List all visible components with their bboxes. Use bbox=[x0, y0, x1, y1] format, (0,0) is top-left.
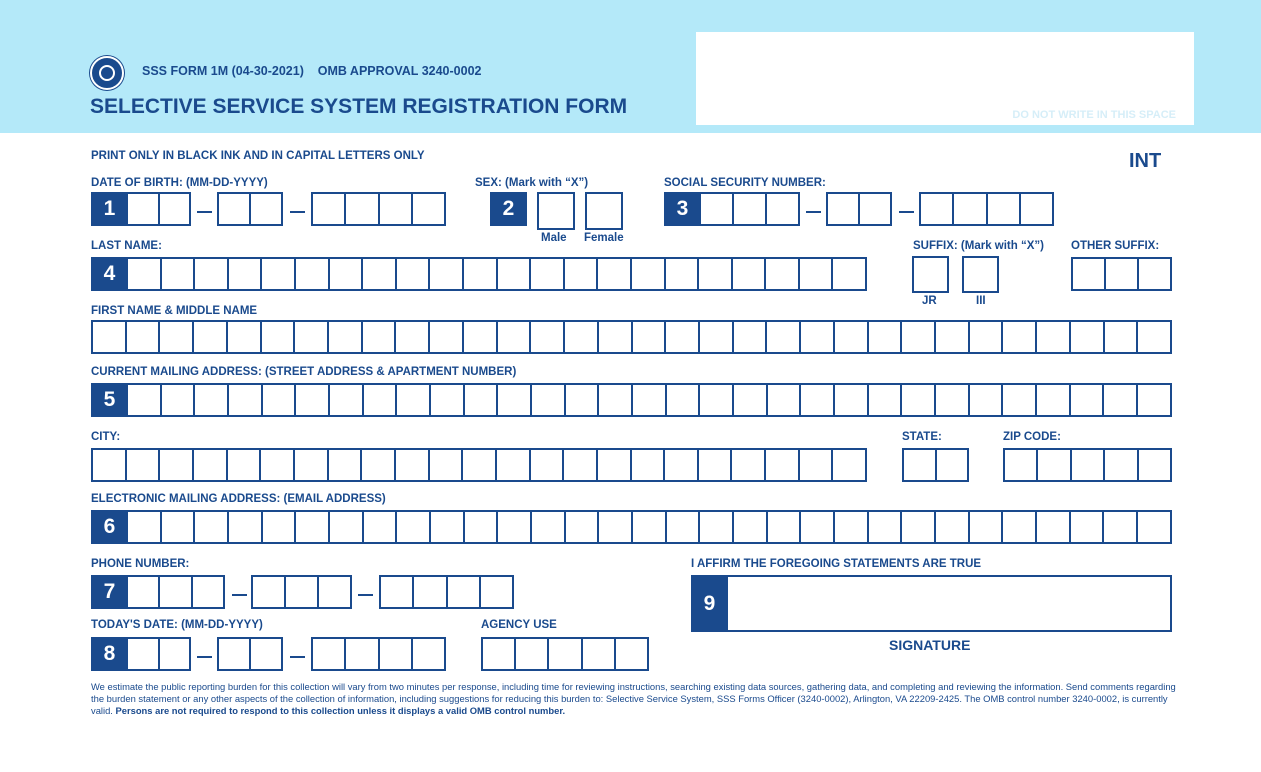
character-cell bbox=[514, 639, 547, 669]
dash-separator bbox=[197, 211, 212, 213]
character-cell[interactable] bbox=[496, 385, 530, 415]
dob-label: DATE OF BIRTH: (MM-DD-YYYY) bbox=[91, 177, 268, 189]
character-cell[interactable] bbox=[1035, 385, 1069, 415]
character-cell[interactable] bbox=[496, 322, 530, 352]
character-cell[interactable] bbox=[160, 512, 194, 542]
character-cell[interactable] bbox=[904, 450, 935, 480]
character-cell[interactable] bbox=[495, 450, 529, 480]
character-cell[interactable] bbox=[226, 450, 260, 480]
character-cell[interactable] bbox=[765, 322, 799, 352]
character-cell[interactable] bbox=[631, 385, 665, 415]
character-cell[interactable] bbox=[381, 577, 412, 607]
character-cell[interactable] bbox=[968, 385, 1002, 415]
field-number-3: 3 bbox=[664, 192, 701, 226]
character-cell[interactable] bbox=[831, 259, 865, 289]
character-cell[interactable] bbox=[361, 259, 395, 289]
character-cell[interactable] bbox=[293, 322, 327, 352]
character-cell[interactable] bbox=[128, 259, 160, 289]
email-input[interactable] bbox=[126, 510, 1172, 544]
character-cell[interactable] bbox=[597, 385, 631, 415]
field-number-4: 4 bbox=[91, 257, 128, 291]
character-cell[interactable] bbox=[867, 512, 901, 542]
dob-day-input[interactable] bbox=[217, 192, 283, 226]
sex-male-label: Male bbox=[541, 232, 567, 244]
other-suffix-label: OTHER SUFFIX: bbox=[1071, 240, 1160, 252]
dash-separator bbox=[197, 656, 212, 658]
address-input[interactable] bbox=[126, 383, 1172, 417]
signature-input[interactable] bbox=[726, 575, 1172, 632]
character-cell[interactable] bbox=[1104, 259, 1137, 289]
character-cell[interactable] bbox=[496, 259, 530, 289]
sss-seal-icon bbox=[90, 56, 124, 90]
character-cell[interactable] bbox=[395, 512, 429, 542]
sex-female-label: Female bbox=[584, 232, 624, 244]
character-cell[interactable] bbox=[831, 450, 865, 480]
character-cell[interactable] bbox=[496, 512, 530, 542]
character-cell[interactable] bbox=[664, 259, 698, 289]
character-cell[interactable] bbox=[429, 512, 463, 542]
character-cell[interactable] bbox=[429, 385, 463, 415]
character-cell[interactable] bbox=[128, 577, 158, 607]
character-cell[interactable] bbox=[631, 322, 665, 352]
character-cell[interactable] bbox=[1102, 512, 1136, 542]
character-cell[interactable] bbox=[1070, 450, 1103, 480]
character-cell[interactable] bbox=[828, 194, 858, 224]
character-cell[interactable] bbox=[219, 194, 249, 224]
character-cell[interactable] bbox=[125, 450, 159, 480]
signature-label: SIGNATURE bbox=[889, 637, 971, 653]
office-use-note: DO NOT WRITE IN THIS SPACE bbox=[1012, 109, 1176, 121]
character-cell[interactable] bbox=[934, 385, 968, 415]
character-cell[interactable] bbox=[294, 385, 328, 415]
character-cell bbox=[547, 639, 580, 669]
character-cell[interactable] bbox=[1137, 450, 1170, 480]
character-cell[interactable] bbox=[968, 322, 1002, 352]
other-suffix-input[interactable] bbox=[1071, 257, 1172, 291]
character-cell[interactable] bbox=[986, 194, 1019, 224]
character-cell[interactable] bbox=[259, 450, 293, 480]
character-cell[interactable] bbox=[411, 194, 444, 224]
sex-male-checkbox[interactable] bbox=[537, 192, 575, 230]
character-cell[interactable] bbox=[193, 385, 227, 415]
character-cell[interactable] bbox=[317, 577, 350, 607]
form-header bbox=[0, 0, 1261, 133]
character-cell[interactable] bbox=[631, 512, 665, 542]
character-cell[interactable] bbox=[249, 194, 281, 224]
character-cell[interactable] bbox=[833, 322, 867, 352]
character-cell[interactable] bbox=[799, 385, 833, 415]
character-cell[interactable] bbox=[732, 512, 766, 542]
todays-date-label: TODAY'S DATE: (MM-DD-YYYY) bbox=[91, 619, 263, 631]
dob-month-input[interactable] bbox=[126, 192, 191, 226]
field-number-6: 6 bbox=[91, 510, 128, 544]
ssn-part3-input[interactable] bbox=[919, 192, 1054, 226]
form-title: SELECTIVE SERVICE SYSTEM REGISTRATION FORM bbox=[90, 95, 628, 118]
character-cell[interactable] bbox=[158, 577, 190, 607]
suffix-iii-label: III bbox=[976, 295, 986, 307]
character-cell[interactable] bbox=[125, 322, 159, 352]
burden-statement-bold: Persons are not required to respond to this collection unless it displays a valid OMB control number. bbox=[115, 705, 566, 716]
character-cell[interactable] bbox=[328, 385, 362, 415]
character-cell[interactable] bbox=[313, 194, 344, 224]
character-cell[interactable] bbox=[833, 512, 867, 542]
character-cell[interactable] bbox=[764, 450, 798, 480]
character-cell[interactable] bbox=[158, 639, 190, 669]
character-cell[interactable] bbox=[294, 512, 328, 542]
phone-prefix-input[interactable] bbox=[251, 575, 352, 609]
character-cell[interactable] bbox=[766, 385, 800, 415]
field-number-1: 1 bbox=[91, 192, 128, 226]
character-cell[interactable] bbox=[1069, 322, 1103, 352]
character-cell[interactable] bbox=[530, 385, 564, 415]
character-cell[interactable] bbox=[1136, 512, 1170, 542]
character-cell[interactable] bbox=[395, 385, 429, 415]
character-cell[interactable] bbox=[227, 512, 261, 542]
todays-year-input[interactable] bbox=[311, 637, 446, 671]
burden-statement bbox=[91, 681, 1176, 717]
instructions: PRINT ONLY IN BLACK INK AND IN CAPITAL LETTERS ONLY bbox=[91, 150, 425, 162]
character-cell[interactable] bbox=[1005, 450, 1036, 480]
character-cell[interactable] bbox=[934, 512, 968, 542]
character-cell[interactable] bbox=[227, 385, 261, 415]
character-cell[interactable] bbox=[462, 259, 496, 289]
agency-use-label: AGENCY USE bbox=[481, 619, 557, 631]
phone-area-input[interactable] bbox=[126, 575, 225, 609]
character-cell[interactable] bbox=[193, 512, 227, 542]
character-cell[interactable] bbox=[463, 512, 497, 542]
character-cell[interactable] bbox=[1136, 322, 1170, 352]
character-cell[interactable] bbox=[428, 322, 462, 352]
character-cell[interactable] bbox=[428, 450, 462, 480]
city-input[interactable] bbox=[91, 448, 867, 482]
character-cell[interactable] bbox=[1069, 512, 1103, 542]
email-label: ELECTRONIC MAILING ADDRESS: (EMAIL ADDRESS) bbox=[91, 493, 386, 505]
field-number-2: 2 bbox=[490, 192, 527, 226]
character-cell[interactable] bbox=[362, 512, 396, 542]
character-cell[interactable] bbox=[858, 194, 890, 224]
character-cell[interactable] bbox=[698, 322, 732, 352]
ssn-part2-input[interactable] bbox=[826, 192, 892, 226]
character-cell[interactable] bbox=[798, 259, 832, 289]
character-cell[interactable] bbox=[764, 259, 798, 289]
character-cell[interactable] bbox=[1103, 450, 1136, 480]
character-cell[interactable] bbox=[93, 450, 125, 480]
character-cell[interactable] bbox=[732, 385, 766, 415]
character-cell[interactable] bbox=[900, 512, 934, 542]
dash-separator bbox=[232, 594, 247, 596]
character-cell[interactable] bbox=[563, 322, 597, 352]
character-cell[interactable] bbox=[158, 194, 190, 224]
character-cell[interactable] bbox=[665, 385, 699, 415]
character-cell[interactable] bbox=[128, 512, 160, 542]
character-cell[interactable] bbox=[799, 512, 833, 542]
character-cell[interactable] bbox=[160, 259, 194, 289]
state-label: STATE: bbox=[902, 431, 942, 443]
character-cell[interactable] bbox=[698, 385, 732, 415]
character-cell[interactable] bbox=[935, 450, 968, 480]
character-cell[interactable] bbox=[411, 639, 444, 669]
character-cell[interactable] bbox=[191, 577, 223, 607]
character-cell[interactable] bbox=[867, 322, 901, 352]
character-cell[interactable] bbox=[1035, 322, 1069, 352]
character-cell[interactable] bbox=[664, 322, 698, 352]
character-cell[interactable] bbox=[284, 577, 317, 607]
character-cell[interactable] bbox=[766, 512, 800, 542]
phone-line-input[interactable] bbox=[379, 575, 514, 609]
character-cell[interactable] bbox=[798, 450, 832, 480]
character-cell[interactable] bbox=[1136, 385, 1170, 415]
character-cell[interactable] bbox=[934, 322, 968, 352]
character-cell[interactable] bbox=[395, 259, 429, 289]
dash-separator bbox=[290, 656, 305, 658]
character-cell[interactable] bbox=[630, 259, 664, 289]
character-cell[interactable] bbox=[344, 194, 377, 224]
character-cell[interactable] bbox=[732, 194, 765, 224]
character-cell[interactable] bbox=[428, 259, 462, 289]
character-cell[interactable] bbox=[765, 194, 798, 224]
character-cell[interactable] bbox=[697, 450, 731, 480]
character-cell[interactable] bbox=[529, 259, 563, 289]
character-cell[interactable] bbox=[293, 450, 327, 480]
state-input[interactable] bbox=[902, 448, 969, 482]
dob-year-input[interactable] bbox=[311, 192, 446, 226]
office-use-area bbox=[696, 32, 1194, 125]
character-cell[interactable] bbox=[328, 512, 362, 542]
character-cell[interactable] bbox=[952, 194, 985, 224]
character-cell[interactable] bbox=[1036, 450, 1069, 480]
character-cell[interactable] bbox=[219, 639, 249, 669]
character-cell[interactable] bbox=[128, 385, 160, 415]
character-cell[interactable] bbox=[362, 385, 396, 415]
character-cell[interactable] bbox=[597, 322, 631, 352]
form-number: SSS FORM 1M (04-30-2021) OMB APPROVAL 3240-0002 bbox=[142, 64, 482, 78]
character-cell[interactable] bbox=[253, 577, 284, 607]
character-cell[interactable] bbox=[867, 385, 901, 415]
character-cell[interactable] bbox=[160, 385, 194, 415]
character-cell[interactable] bbox=[529, 450, 563, 480]
city-label: CITY: bbox=[91, 431, 121, 443]
character-cell[interactable] bbox=[394, 450, 428, 480]
character-cell[interactable] bbox=[327, 322, 361, 352]
character-cell[interactable] bbox=[730, 450, 764, 480]
dash-separator bbox=[899, 211, 914, 213]
character-cell[interactable] bbox=[158, 322, 192, 352]
character-cell[interactable] bbox=[562, 450, 596, 480]
character-cell[interactable] bbox=[378, 639, 411, 669]
character-cell[interactable] bbox=[1103, 322, 1137, 352]
character-cell[interactable] bbox=[732, 322, 766, 352]
character-cell[interactable] bbox=[463, 385, 497, 415]
character-cell[interactable] bbox=[1001, 512, 1035, 542]
character-cell[interactable] bbox=[158, 450, 192, 480]
character-cell[interactable] bbox=[698, 512, 732, 542]
character-cell[interactable] bbox=[731, 259, 765, 289]
field-number-9: 9 bbox=[691, 575, 728, 632]
character-cell[interactable] bbox=[564, 512, 598, 542]
character-cell[interactable] bbox=[921, 194, 952, 224]
character-cell[interactable] bbox=[313, 639, 344, 669]
character-cell[interactable] bbox=[833, 385, 867, 415]
last-name-label: LAST NAME: bbox=[91, 240, 162, 252]
suffix-iii-checkbox[interactable] bbox=[962, 256, 999, 293]
character-cell[interactable] bbox=[1001, 322, 1035, 352]
zip-input[interactable] bbox=[1003, 448, 1172, 482]
ssn-part1-input[interactable] bbox=[699, 192, 800, 226]
dash-separator bbox=[806, 211, 821, 213]
character-cell[interactable] bbox=[479, 577, 512, 607]
first-middle-label: FIRST NAME & MIDDLE NAME bbox=[91, 305, 258, 317]
dash-separator bbox=[290, 211, 305, 213]
character-cell[interactable] bbox=[968, 512, 1002, 542]
character-cell[interactable] bbox=[249, 639, 281, 669]
character-cell[interactable] bbox=[446, 577, 479, 607]
burden-statement-text: We estimate the public reporting burden for this collection will vary from two minutes per response, including time for reviewing instructions, searching existing data sources, gathering data, and completing and reviewing the information. Send comments regarding the burden statement or any other aspects of the collection of information, including suggestions for reducing this burden to: Selective Service System, SSS Forms Officer (3240-0002), Arlington, VA 22209-2425. The OMB control number 3240-0002, is currently valid. bbox=[91, 681, 1176, 716]
suffix-jr-checkbox[interactable] bbox=[912, 256, 949, 293]
character-cell[interactable] bbox=[328, 259, 362, 289]
dash-separator bbox=[358, 594, 373, 596]
character-cell bbox=[483, 639, 514, 669]
character-cell[interactable] bbox=[394, 322, 428, 352]
character-cell[interactable] bbox=[128, 639, 158, 669]
character-cell[interactable] bbox=[192, 322, 226, 352]
character-cell[interactable] bbox=[900, 322, 934, 352]
character-cell[interactable] bbox=[260, 259, 294, 289]
first-middle-name-input[interactable] bbox=[91, 320, 1172, 354]
character-cell[interactable] bbox=[564, 385, 598, 415]
suffix-label: SUFFIX: (Mark with “X”) bbox=[913, 240, 1044, 252]
character-cell[interactable] bbox=[630, 450, 664, 480]
character-cell[interactable] bbox=[1137, 259, 1170, 289]
character-cell[interactable] bbox=[697, 259, 731, 289]
sex-label: SEX: (Mark with “X”) bbox=[475, 177, 589, 189]
character-cell[interactable] bbox=[360, 450, 394, 480]
character-cell[interactable] bbox=[530, 512, 564, 542]
character-cell[interactable] bbox=[563, 259, 597, 289]
corner-code: INT bbox=[1129, 150, 1162, 172]
character-cell[interactable] bbox=[1073, 259, 1104, 289]
character-cell[interactable] bbox=[596, 450, 630, 480]
character-cell[interactable] bbox=[529, 322, 563, 352]
character-cell[interactable] bbox=[128, 194, 158, 224]
sex-female-checkbox[interactable] bbox=[585, 192, 623, 230]
affirm-label: I AFFIRM THE FOREGOING STATEMENTS ARE TRUE bbox=[691, 558, 982, 570]
character-cell[interactable] bbox=[294, 259, 328, 289]
character-cell[interactable] bbox=[227, 259, 261, 289]
field-number-7: 7 bbox=[91, 575, 128, 609]
character-cell[interactable] bbox=[1102, 385, 1136, 415]
field-number-8: 8 bbox=[91, 637, 128, 671]
phone-label: PHONE NUMBER: bbox=[91, 558, 190, 570]
character-cell[interactable] bbox=[361, 322, 395, 352]
character-cell[interactable] bbox=[193, 259, 227, 289]
agency-use-input bbox=[481, 637, 649, 671]
character-cell[interactable] bbox=[799, 322, 833, 352]
suffix-jr-label: JR bbox=[922, 295, 937, 307]
character-cell[interactable] bbox=[192, 450, 226, 480]
character-cell[interactable] bbox=[663, 450, 697, 480]
character-cell[interactable] bbox=[226, 322, 260, 352]
zip-label: ZIP CODE: bbox=[1003, 431, 1061, 443]
character-cell[interactable] bbox=[327, 450, 361, 480]
character-cell[interactable] bbox=[900, 385, 934, 415]
character-cell[interactable] bbox=[462, 322, 496, 352]
character-cell[interactable] bbox=[701, 194, 732, 224]
todays-day-input[interactable] bbox=[217, 637, 283, 671]
character-cell[interactable] bbox=[412, 577, 445, 607]
field-number-5: 5 bbox=[91, 383, 128, 417]
character-cell[interactable] bbox=[461, 450, 495, 480]
character-cell[interactable] bbox=[1019, 194, 1052, 224]
character-cell bbox=[614, 639, 647, 669]
ssn-label: SOCIAL SECURITY NUMBER: bbox=[664, 177, 826, 189]
character-cell[interactable] bbox=[93, 322, 125, 352]
character-cell[interactable] bbox=[260, 322, 294, 352]
character-cell[interactable] bbox=[261, 385, 295, 415]
character-cell[interactable] bbox=[1035, 512, 1069, 542]
character-cell[interactable] bbox=[1069, 385, 1103, 415]
todays-month-input[interactable] bbox=[126, 637, 191, 671]
address-label: CURRENT MAILING ADDRESS: (STREET ADDRESS & APARTMENT NUMBER) bbox=[91, 366, 517, 378]
character-cell[interactable] bbox=[261, 512, 295, 542]
character-cell[interactable] bbox=[378, 194, 411, 224]
character-cell[interactable] bbox=[665, 512, 699, 542]
character-cell[interactable] bbox=[344, 639, 377, 669]
last-name-input[interactable] bbox=[126, 257, 867, 291]
character-cell[interactable] bbox=[597, 512, 631, 542]
character-cell[interactable] bbox=[1001, 385, 1035, 415]
character-cell[interactable] bbox=[596, 259, 630, 289]
character-cell bbox=[581, 639, 614, 669]
